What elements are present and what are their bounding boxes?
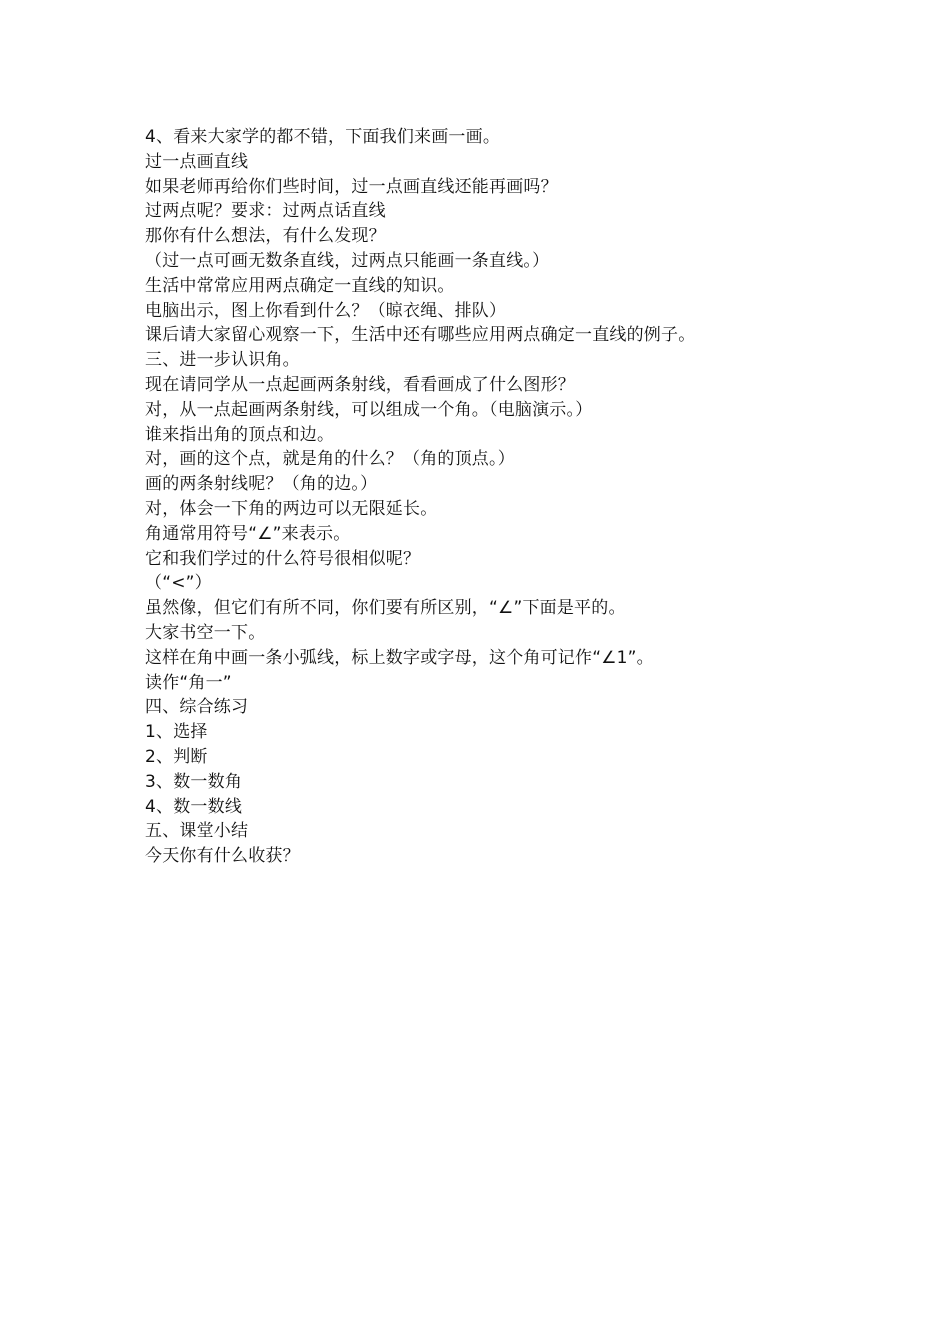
text-line: 4、看来大家学的都不错，下面我们来画一画。 bbox=[145, 127, 501, 147]
text-line: 如果老师再给你们些时间，过一点画直线还能再画吗？ bbox=[145, 176, 558, 197]
text-line: 对，体会一下角的两边可以无限延长。 bbox=[145, 498, 438, 519]
text-line: 大家书空一下。 bbox=[145, 622, 266, 643]
text-line: 对，画的这个点，就是角的什么？（角的顶点。） bbox=[145, 449, 515, 470]
text-line: 今天你有什么收获？ bbox=[145, 846, 300, 867]
text-line: 电脑出示，图上你看到什么？（晾衣绳、排队） bbox=[145, 300, 507, 321]
text-line: 现在请同学从一点起画两条射线，看看画成了什么图形？ bbox=[145, 374, 575, 395]
section-heading: 四、综合练习 bbox=[145, 697, 249, 718]
document-body bbox=[145, 125, 845, 869]
text-line: 那你有什么想法，有什么发现？ bbox=[145, 226, 386, 247]
text-line: 过两点呢？要求：过两点话直线 bbox=[145, 201, 386, 222]
section-heading: 三、进一步认识角。 bbox=[145, 350, 300, 371]
list-item: 4、数一数线 bbox=[145, 796, 243, 817]
text-line: 画的两条射线呢？（角的边。） bbox=[145, 474, 378, 495]
section-heading: 五、课堂小结 bbox=[145, 821, 249, 842]
text-line: 读作“角一” bbox=[145, 672, 232, 693]
text-line: 谁来指出角的顶点和边。 bbox=[145, 424, 335, 445]
text-line: 对，从一点起画两条射线，可以组成一个角。（电脑演示。） bbox=[145, 399, 593, 420]
text-line: （“<”） bbox=[145, 573, 212, 594]
text-line: 过一点画直线 bbox=[145, 151, 249, 172]
text-line: 角通常用符号“∠”来表示。 bbox=[145, 523, 351, 544]
text-line: 课后请大家留心观察一下，生活中还有哪些应用两点确定一直线的例子。 bbox=[145, 325, 696, 346]
text-line: 生活中常常应用两点确定一直线的知识。 bbox=[145, 275, 455, 296]
list-item: 2、判断 bbox=[145, 746, 208, 767]
text-line: 虽然像，但它们有所不同，你们要有所区别，“∠”下面是平的。 bbox=[145, 598, 626, 619]
text-line: 这样在角中画一条小弧线，标上数字或字母，这个角可记作“∠1”。 bbox=[145, 647, 654, 668]
list-item: 1、选择 bbox=[145, 722, 208, 743]
text-line: （过一点可画无数条直线，过两点只能画一条直线。） bbox=[145, 250, 550, 271]
list-item: 3、数一数角 bbox=[145, 771, 243, 792]
text-line: 它和我们学过的什么符号很相似呢？ bbox=[145, 548, 421, 569]
